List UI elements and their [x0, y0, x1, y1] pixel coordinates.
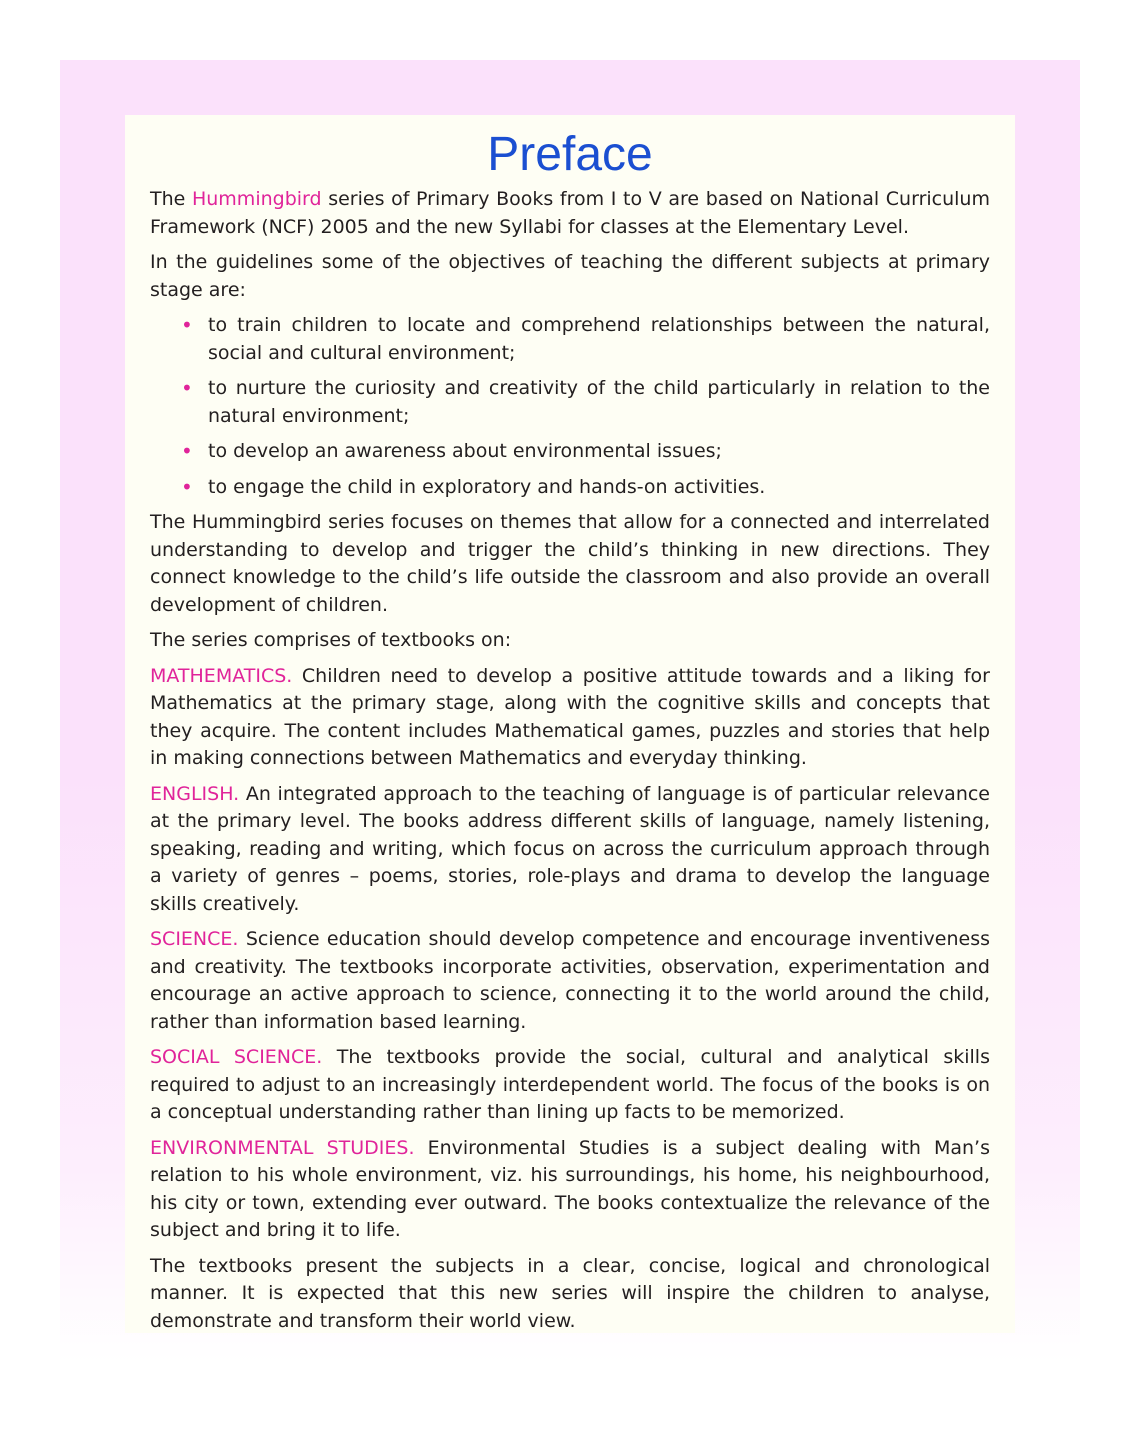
subject-paragraph-english	[150, 781, 990, 919]
subject-heading: ENVIRONMENTAL STUDIES.	[150, 1136, 415, 1159]
page-title: Preface	[487, 128, 653, 181]
subject-text: Science education should develop competence and encourage inventiveness and creativity. The textbooks incorporate activities, observation, experimentation and encourage an active approach to science, connecting it to the world around the child, rather than information based learning.	[150, 928, 990, 1033]
subject-text: The textbooks provide the social, cultural and analytical skills required to adjust to an increasingly interdependent world. The focus of the books is on a conceptual understanding rather than lining up facts to be memorized.	[150, 1046, 990, 1123]
objective-text: to train children to locate and comprehend relationships between the natural, social and cultural environment;	[208, 314, 990, 364]
objective-text: to engage the child in exploratory and hands-on activities.	[208, 475, 766, 498]
subject-paragraph-environmental-studies	[150, 1135, 990, 1245]
preface-content	[150, 128, 990, 1343]
intro-text-after: series of Primary Books from I to V are based on National Curriculum Framework (NCF) 2005 and the new Syllabi for classes at the Elementary Level.	[150, 188, 990, 238]
objectives-list	[150, 312, 990, 501]
bullet-icon: •	[181, 439, 193, 463]
subject-heading: SOCIAL SCIENCE.	[150, 1046, 323, 1068]
intro-paragraph	[150, 186, 990, 241]
guidelines-paragraph: In the guidelines some of the objectives of teaching the different subjects at primary stage are:	[150, 251, 990, 301]
subject-paragraph-science	[150, 926, 990, 1036]
subject-text: An integrated approach to the teaching of language is of particular relevance at the primary level. The books address different skills of language, namely listening, speaking, reading and writing, which focus on across the curriculum approach through a variety of genres – poems, stories, role-plays and drama to develop the language skills creatively.	[150, 782, 990, 915]
subject-heading: MATHEMATICS.	[150, 664, 293, 687]
comprises-paragraph: The series comprises of textbooks on:	[150, 629, 512, 651]
bullet-icon: •	[181, 313, 193, 337]
subject-paragraph-mathematics	[150, 663, 990, 773]
objective-text: to nurture the curiosity and creativity of the child particularly in relation to the natural environment;	[208, 377, 990, 427]
intro-text-before: The	[150, 188, 192, 210]
bullet-icon: •	[181, 474, 193, 499]
objective-text: to develop an awareness about environmental issues;	[208, 440, 722, 462]
bullet-icon: •	[181, 376, 193, 400]
series-name-highlight: Hummingbird	[191, 188, 322, 210]
list-item	[150, 312, 990, 367]
subject-text: Environmental Studies is a subject dealing with Man’s relation to his whole environment, viz. his surroundings, his home, his neighbourhood, his city or town, extending ever outward. The books contextualize the relevance of the subject and bring it to life.	[150, 1136, 990, 1241]
list-item	[150, 375, 990, 430]
subject-heading: ENGLISH.	[150, 782, 240, 805]
subject-heading: SCIENCE.	[150, 928, 239, 950]
list-item	[150, 474, 990, 502]
closing-paragraph: The textbooks present the subjects in a clear, concise, logical and chronological manner. It is expected that this new series will inspire the children to analyse, demonstrate and transform their world view.	[150, 1254, 990, 1332]
subject-paragraph-social-science	[150, 1044, 990, 1127]
focus-paragraph: The Hummingbird series focuses on themes that allow for a connected and interrelated understanding to develop and trigger the child’s thinking in new directions. They connect knowledge to the child’s life outside the classroom and also provide an overall development of children.	[150, 511, 990, 616]
subject-text: Children need to develop a positive attitude towards and a liking for Mathematics at the primary stage, along with the cognitive skills and concepts that they acquire. The content includes Mathematical games, puzzles and stories that help in making connections between Mathematics and everyday thinking.	[150, 664, 990, 769]
list-item	[150, 438, 990, 466]
